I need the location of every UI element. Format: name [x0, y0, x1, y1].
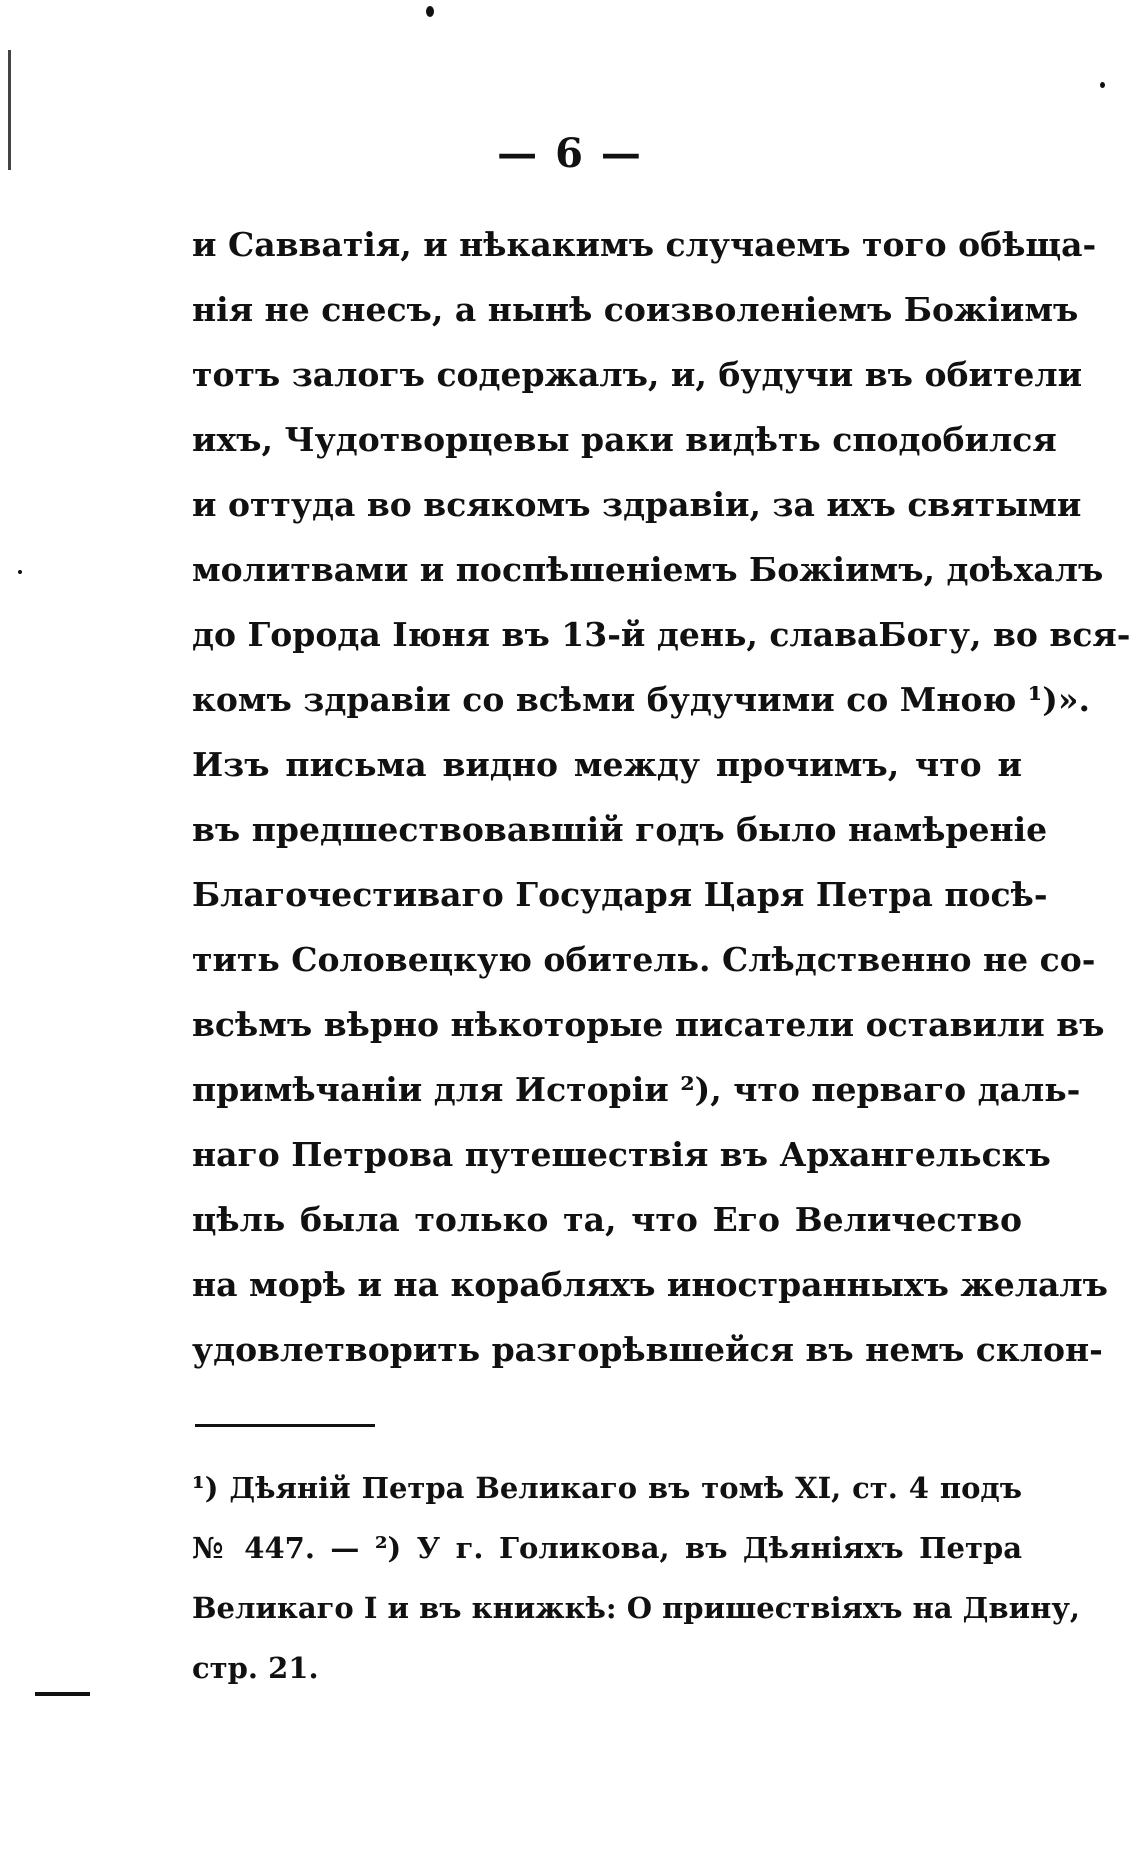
text-line: тотъ залогъ содержалъ, и, будучи въ обители — [192, 355, 1083, 394]
ink-speck — [426, 6, 434, 17]
text-line: примѣчаніи для Исторіи ²), что перваго даль- — [192, 1070, 1081, 1109]
footnote-line: № 447. — ²) У г. Голикова, въ Дѣяніяхъ Петра — [192, 1531, 1022, 1565]
text-line: молитвами и поспѣшеніемъ Божіимъ, доѣхалъ — [192, 550, 1104, 589]
text-line: удовлетворить разгорѣвшейся въ немъ склон- — [192, 1330, 1103, 1369]
text-line: нія не снесъ, а нынѣ соизволеніемъ Божіимъ — [192, 290, 1079, 329]
page-number: — 6 — — [497, 130, 643, 177]
footnote-line: Великаго I и въ книжкѣ: О пришествіяхъ на Двину, — [192, 1591, 1080, 1625]
footnotes — [192, 1458, 1080, 1698]
body-text — [192, 212, 1131, 1382]
text-line: до Города Іюня въ 13-й день, славаБогу, во вся- — [192, 615, 1131, 654]
text-line: всѣмъ вѣрно нѣкоторые писатели оставили въ — [192, 1005, 1105, 1044]
text-line: Благочестиваго Государя Царя Петра посѣ- — [192, 875, 1048, 914]
footnote-line: ¹) Дѣяній Петра Великаго въ томѣ XI, ст. 4 подъ — [192, 1471, 1022, 1505]
text-line: и оттуда во всякомъ здравіи, за ихъ святыми — [192, 485, 1082, 524]
text-line: тить Соловецкую обитель. Слѣдственно не со- — [192, 940, 1096, 979]
text-line: ихъ, Чудотворцевы раки видѣть сподобился — [192, 420, 1057, 459]
text-line: Изъ письма видно между прочимъ, что и — [192, 745, 1022, 784]
text-line: наго Петрова путешествія въ Архангельскъ — [192, 1135, 1051, 1174]
footnote-divider — [195, 1424, 375, 1427]
footnote-line: стр. 21. — [192, 1651, 319, 1685]
ink-speck — [1100, 82, 1105, 88]
text-line: цѣль была только та, что Его Величество — [192, 1200, 1022, 1239]
text-line: комъ здравіи со всѣми будучими со Мною ¹)». — [192, 680, 1091, 719]
ink-speck — [18, 570, 22, 574]
text-line: на морѣ и на корабляхъ иностранныхъ желалъ — [192, 1265, 1108, 1304]
text-line: въ предшествовавшій годъ было намѣреніе — [192, 810, 1048, 849]
text-line: и Савватія, и нѣкакимъ случаемъ того обѣща- — [192, 225, 1097, 264]
margin-dash — [35, 1692, 90, 1696]
